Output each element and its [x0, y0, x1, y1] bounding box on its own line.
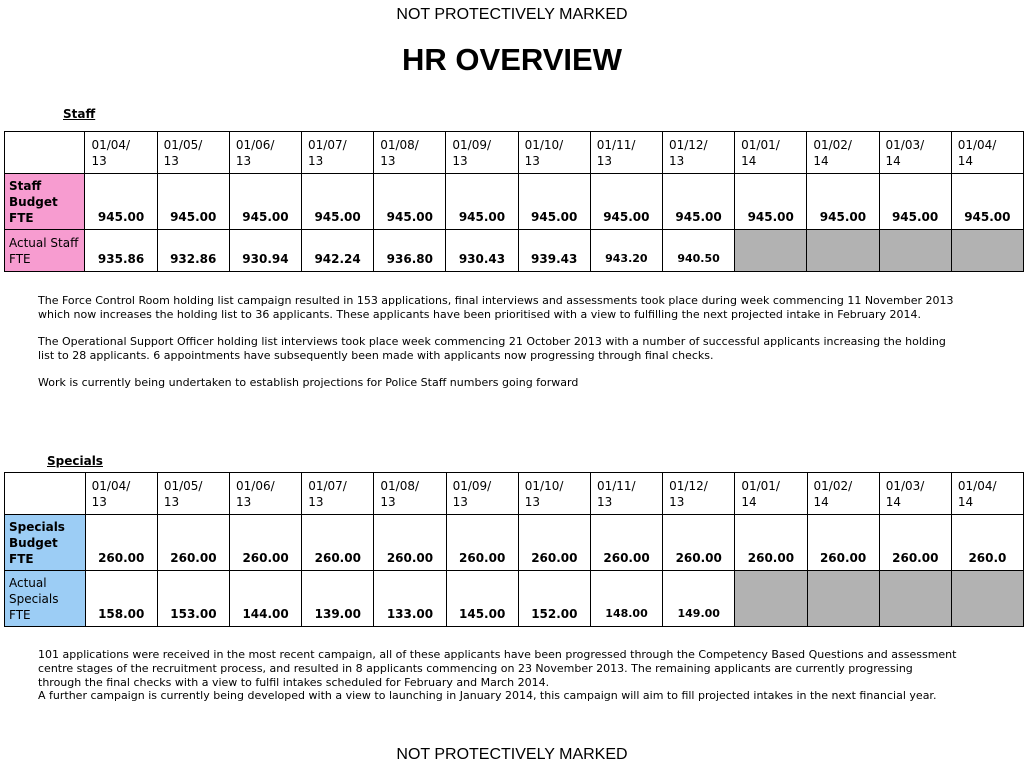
month-header-cell	[879, 132, 951, 174]
month-label: 01/11/ 13	[596, 478, 636, 509]
specials-budget-label: Specials Budget FTE	[5, 515, 86, 571]
month-label: 01/10/ 13	[524, 137, 564, 168]
specials-header-row	[5, 473, 1024, 515]
month-header-cell	[85, 473, 157, 515]
staff-budget-label: Staff Budget FTE	[5, 174, 85, 230]
specials-actual-value: 144.00	[230, 571, 302, 627]
specials-actual-value: 158.00	[85, 571, 157, 627]
specials-actual-value: 145.00	[446, 571, 518, 627]
specials-actual-row	[5, 571, 1024, 627]
staff-budget-value: 945.00	[518, 174, 590, 230]
month-label: 01/05/ 13	[163, 137, 203, 168]
staff-note-paragraph: The Force Control Room holding list campaign resulted in 153 applications, final interviews and assessments took place during week commencing 11 November 2013 which now increases the holding list to 36 applicants. These applicants have been prioritised with a view to fulfilling the next projected intake in February 2014.	[38, 294, 954, 321]
corner-cell	[5, 473, 86, 515]
month-header-cell	[807, 473, 879, 515]
staff-section-heading: Staff	[63, 107, 96, 121]
month-label: 01/09/ 13	[452, 137, 492, 168]
month-header-cell	[302, 132, 374, 174]
month-header-cell	[374, 473, 446, 515]
specials-budget-value: 260.00	[879, 515, 951, 571]
month-header-cell	[518, 132, 590, 174]
empty-cell	[735, 230, 807, 272]
specials-actual-label: Actual Specials FTE	[5, 571, 86, 627]
month-header-cell	[590, 473, 662, 515]
specials-budget-value: 260.00	[302, 515, 374, 571]
staff-budget-value: 945.00	[951, 174, 1023, 230]
month-header-cell	[879, 473, 951, 515]
staff-budget-value: 945.00	[735, 174, 807, 230]
month-header-cell	[590, 132, 662, 174]
month-label: 01/07/ 13	[308, 137, 347, 168]
month-header-cell	[230, 473, 302, 515]
specials-section-heading: Specials	[47, 454, 103, 468]
specials-budget-row	[5, 515, 1024, 571]
empty-cell	[879, 571, 951, 627]
month-label: 01/04/ 13	[91, 478, 131, 509]
month-header-cell	[663, 473, 735, 515]
month-header-cell	[302, 473, 374, 515]
month-header-cell	[662, 132, 734, 174]
month-label: 01/10/ 13	[524, 478, 564, 509]
staff-actual-value: 942.24	[302, 230, 374, 272]
month-label: 01/04/ 14	[957, 478, 997, 509]
staff-actual-value: 940.50	[662, 230, 734, 272]
staff-table	[4, 131, 1024, 272]
specials-notes	[38, 648, 958, 703]
empty-cell	[807, 230, 879, 272]
staff-note-paragraph: Work is currently being undertaken to establish projections for Police Staff numbers going forward	[38, 376, 579, 390]
bottom-protective-marking: NOT PROTECTIVELY MARKED	[396, 746, 628, 763]
month-header-cell	[157, 132, 229, 174]
staff-actual-value: 943.20	[590, 230, 662, 272]
top-protective-marking: NOT PROTECTIVELY MARKED	[396, 6, 628, 23]
empty-cell	[951, 571, 1023, 627]
staff-budget-value: 945.00	[157, 174, 229, 230]
staff-budget-value: 945.00	[590, 174, 662, 230]
month-label: 01/01/ 14	[741, 478, 780, 509]
specials-actual-value: 148.00	[590, 571, 662, 627]
specials-budget-value: 260.00	[735, 515, 807, 571]
month-header-cell	[85, 132, 157, 174]
month-header-cell	[735, 132, 807, 174]
month-label: 01/05/ 13	[163, 478, 203, 509]
month-label: 01/11/ 13	[596, 137, 636, 168]
specials-actual-value: 149.00	[663, 571, 735, 627]
staff-actual-value: 932.86	[157, 230, 229, 272]
month-header-cell	[446, 132, 518, 174]
month-header-cell	[518, 473, 590, 515]
month-label: 01/06/ 13	[236, 478, 275, 509]
month-label: 01/08/ 13	[380, 478, 419, 509]
specials-budget-value: 260.00	[157, 515, 229, 571]
specials-table	[4, 472, 1024, 627]
month-label: 01/01/ 14	[741, 137, 780, 168]
page-title: HR OVERVIEW	[402, 42, 622, 77]
specials-budget-value: 260.00	[807, 515, 879, 571]
month-label: 01/06/ 13	[235, 137, 275, 168]
month-label: 01/09/ 13	[452, 478, 492, 509]
month-header-cell	[735, 473, 807, 515]
month-label: 01/03/ 14	[885, 478, 925, 509]
empty-cell	[951, 230, 1023, 272]
month-header-cell	[807, 132, 879, 174]
month-header-cell	[446, 473, 518, 515]
specials-budget-value: 260.00	[518, 515, 590, 571]
staff-budget-value: 945.00	[879, 174, 951, 230]
specials-budget-value: 260.00	[446, 515, 518, 571]
empty-cell	[735, 571, 807, 627]
month-label: 01/12/ 13	[668, 137, 708, 168]
staff-header-row	[5, 132, 1024, 174]
specials-budget-value: 260.00	[230, 515, 302, 571]
specials-budget-value: 260.00	[85, 515, 157, 571]
staff-budget-value: 945.00	[446, 174, 518, 230]
staff-budget-value: 945.00	[302, 174, 374, 230]
month-label: 01/04/ 14	[957, 137, 997, 168]
specials-note-paragraph: 101 applications were received in the most recent campaign, all of these applicants have been progressed through the Competency Based Questions and assessment centre stages of the recruitment process, and resulted in 8 applicants commencing on 23 November 2013. The remaining applicants are currently progressing through the final checks with a view to fulfil intakes scheduled for February and March 2014.	[38, 648, 957, 689]
staff-actual-value: 930.94	[229, 230, 301, 272]
month-header-cell	[157, 473, 229, 515]
specials-actual-value: 133.00	[374, 571, 446, 627]
specials-actual-value: 153.00	[157, 571, 229, 627]
month-label: 01/07/ 13	[308, 478, 347, 509]
staff-notes	[38, 294, 958, 403]
specials-budget-value: 260.00	[374, 515, 446, 571]
specials-budget-value: 260.0	[951, 515, 1023, 571]
staff-budget-value: 945.00	[662, 174, 734, 230]
staff-actual-value: 930.43	[446, 230, 518, 272]
month-header-cell	[374, 132, 446, 174]
staff-actual-value: 936.80	[374, 230, 446, 272]
empty-cell	[807, 571, 879, 627]
staff-actual-label: Actual Staff FTE	[5, 230, 85, 272]
corner-cell	[5, 132, 85, 174]
specials-budget-value: 260.00	[663, 515, 735, 571]
staff-actual-value: 939.43	[518, 230, 590, 272]
staff-actual-row	[5, 230, 1024, 272]
staff-budget-value: 945.00	[374, 174, 446, 230]
specials-actual-value: 152.00	[518, 571, 590, 627]
staff-budget-value: 945.00	[229, 174, 301, 230]
staff-budget-value: 945.00	[807, 174, 879, 230]
staff-budget-row	[5, 174, 1024, 230]
month-label: 01/03/ 14	[885, 137, 925, 168]
staff-actual-value: 935.86	[85, 230, 157, 272]
specials-budget-value: 260.00	[590, 515, 662, 571]
specials-note-paragraph: A further campaign is currently being developed with a view to launching in January 2014, this campaign will aim to fill projected intakes in the next financial year.	[38, 689, 937, 703]
month-header-cell	[951, 473, 1023, 515]
month-label: 01/02/ 14	[813, 478, 853, 509]
month-header-cell	[229, 132, 301, 174]
empty-cell	[879, 230, 951, 272]
staff-note-paragraph: The Operational Support Officer holding list interviews took place week commencing 21 October 2013 with a number of successful applicants increasing the holding list to 28 applicants. 6 appointments have subsequently been made with applicants now progressing through final checks.	[38, 335, 946, 362]
month-label: 01/02/ 14	[813, 137, 852, 168]
month-label: 01/12/ 13	[669, 478, 708, 509]
month-label: 01/04/ 13	[91, 137, 131, 168]
month-header-cell	[951, 132, 1023, 174]
staff-budget-value: 945.00	[85, 174, 157, 230]
specials-actual-value: 139.00	[302, 571, 374, 627]
month-label: 01/08/ 13	[380, 137, 419, 168]
